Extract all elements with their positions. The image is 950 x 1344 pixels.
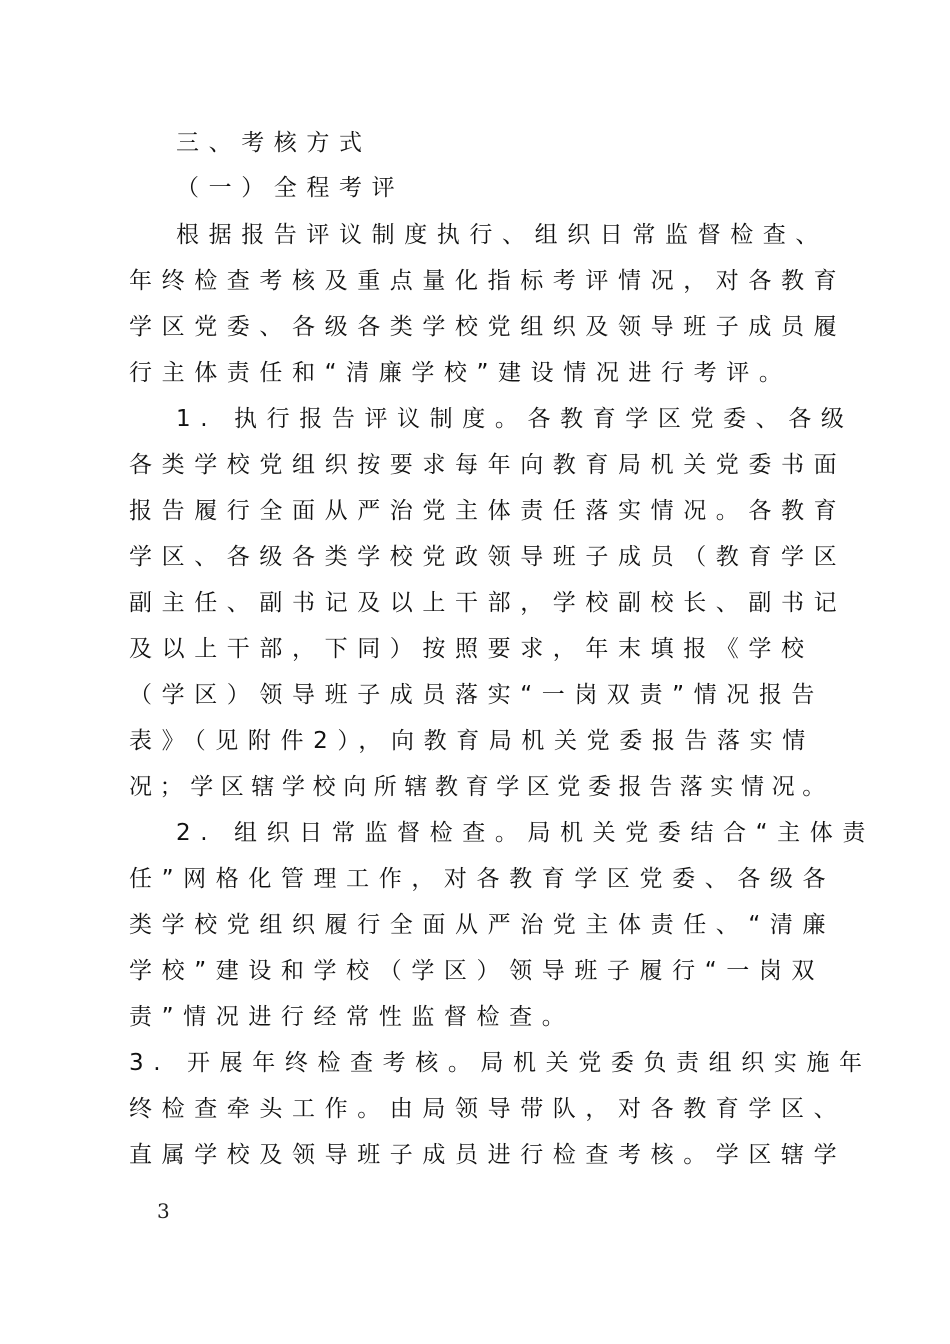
paragraph-line: 3. 开展年终检查考核。局机关党委负责组织实施年 xyxy=(129,1050,872,1076)
paragraph-line: 根据报告评议制度执行、组织日常监督检查、 xyxy=(176,222,828,248)
paragraph-line: 责”情况进行经常性监督检查。 xyxy=(129,1004,575,1030)
section-heading: 三、考核方式 xyxy=(176,130,372,156)
paragraph-line: 表》（见附件2），向教育局机关党委报告落实情 xyxy=(129,728,815,754)
paragraph-line: 1. 执行报告评议制度。各教育学区党委、各级 xyxy=(176,406,854,432)
paragraph-line: 终检查牵头工作。由局领导带队，对各教育学区、 xyxy=(129,1096,847,1122)
paragraph-line: 行主体责任和“清廉学校”建设情况进行考评。 xyxy=(129,360,792,386)
paragraph-line: 学校”建设和学校（学区）领导班子履行“一岗双 xyxy=(129,958,825,984)
paragraph-line: 及以上干部，下同）按照要求，年末填报《学校 xyxy=(129,636,814,662)
paragraph-line: 各类学校党组织按要求每年向教育局机关党委书面 xyxy=(129,452,847,478)
paragraph-line: 类学校党组织履行全面从严治党主体责任、“清廉 xyxy=(129,912,836,938)
paragraph-line: 报告履行全面从严治党主体责任落实情况。各教育 xyxy=(129,498,847,524)
paragraph-line: （学区）领导班子成员落实“一岗双责”情况报告 xyxy=(129,682,825,708)
paragraph-line: 学区党委、各级各类学校党组织及领导班子成员履 xyxy=(129,314,847,340)
paragraph-line: 学区、各级各类学校党政领导班子成员（教育学区 xyxy=(129,544,847,570)
paragraph-line: 副主任、副书记及以上干部，学校副校长、副书记 xyxy=(129,590,847,616)
paragraph-line: 况；学区辖学校向所辖教育学区党委报告落实情况。 xyxy=(129,774,833,800)
paragraph-line: 年终检查考核及重点量化指标考评情况，对各教育 xyxy=(129,268,847,294)
subsection-heading: （一）全程考评 xyxy=(176,175,405,201)
page-number: 3 xyxy=(157,1199,170,1223)
paragraph-line: 任”网格化管理工作，对各教育学区党委、各级各 xyxy=(129,866,836,892)
paragraph-line: 2. 组织日常监督检查。局机关党委结合“主体责 xyxy=(176,820,875,846)
paragraph-line: 直属学校及领导班子成员进行检查考核。学区辖学 xyxy=(129,1142,847,1168)
